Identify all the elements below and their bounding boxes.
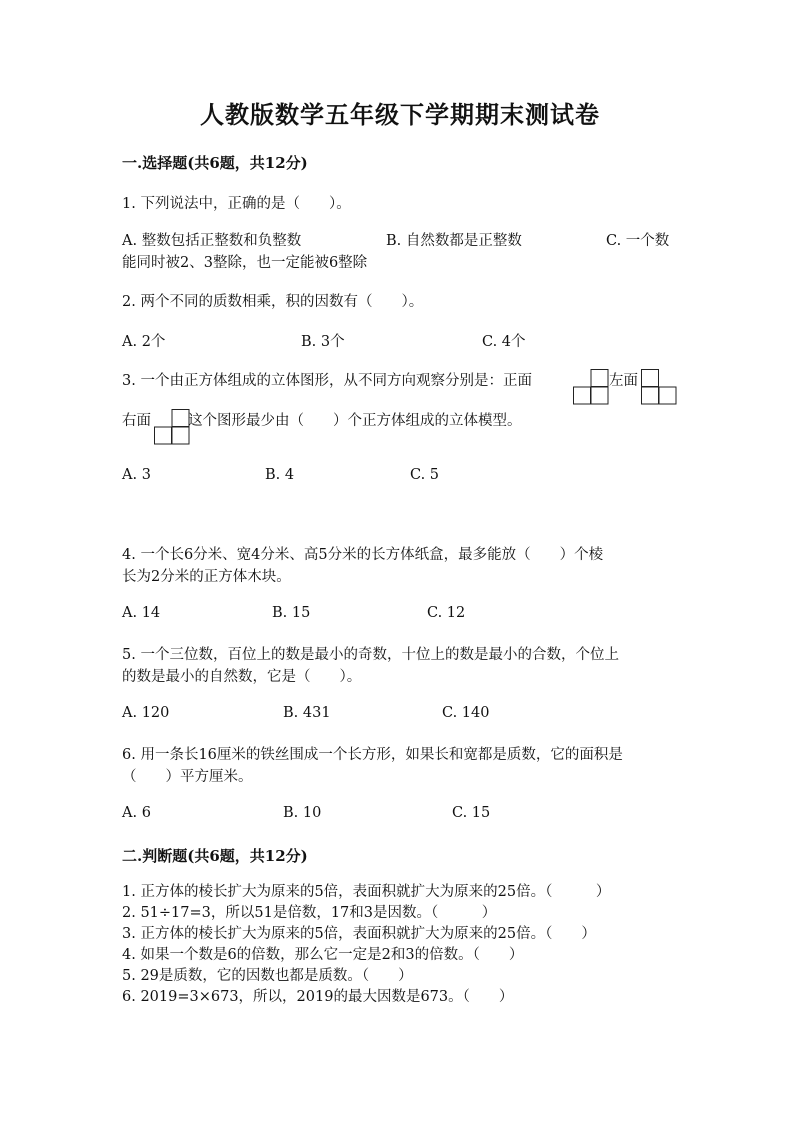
question-6-option-b: B. 10	[283, 805, 322, 821]
page-title: 人教版数学五年级下学期期末测试卷	[200, 100, 600, 129]
question-6-option-c: C. 15	[452, 805, 491, 821]
question-2-option-b: B. 3个	[301, 334, 345, 350]
question-5-option-a: A. 120	[122, 705, 170, 721]
question-1-option-b: B. 自然数都是正整数	[386, 233, 522, 249]
question-6-option-a: A. 6	[122, 805, 151, 821]
question-1-stem: 1. 下列说法中，正确的是（ ）。	[122, 196, 351, 212]
question-5-stem-line2: 的数是最小的自然数，它是（ ）。	[122, 669, 362, 685]
question-3-stem-line2: 这个图形最少由（ ）个正方体组成的立体模型。	[188, 413, 522, 429]
question-6-stem-line2: （ ）平方厘米。	[122, 769, 253, 785]
question-4-stem-line1: 4. 一个长6分米、宽4分米、高5分米的长方体纸盒，最多能放（ ）个棱	[122, 547, 604, 563]
judgement-item-3: 3. 正方体的棱长扩大为原来的5倍，表面积就扩大为原来的25倍。（ ）	[122, 926, 596, 942]
question-3-option-c: C. 5	[410, 467, 440, 483]
judgement-item-5: 5. 29是质数，它的因数也都是质数。（ ）	[122, 968, 413, 984]
question-4-option-c: C. 12	[427, 605, 466, 621]
question-4-stem-line2: 长为2分米的正方体木块。	[122, 569, 291, 585]
question-2-option-a: A. 2个	[122, 334, 166, 350]
question-4-option-b: B. 15	[272, 605, 311, 621]
judgement-item-6: 6. 2019=3×673，所以，2019的最大因数是673。（ ）	[122, 989, 514, 1005]
question-5-option-c: C. 140	[442, 705, 490, 721]
question-3-option-a: A. 3	[122, 467, 151, 483]
front-view-figure	[573, 369, 609, 405]
question-6-stem-line1: 6. 用一条长16厘米的铁丝围成一个长方形，如果长和宽都是质数，它的面积是	[122, 747, 623, 763]
question-1-option-c: C. 一个数	[606, 233, 670, 249]
question-1-option-c-continued: 能同时被2、3整除，也一定能被6整除	[122, 255, 368, 271]
left-view-figure	[641, 369, 677, 405]
judgement-item-1: 1. 正方体的棱长扩大为原来的5倍，表面积就扩大为原来的25倍。（ ）	[122, 884, 611, 900]
question-3-option-b: B. 4	[265, 467, 295, 483]
question-3-left-label: 左面	[609, 373, 638, 389]
question-5-stem-line1: 5. 一个三位数，百位上的数是最小的奇数，十位上的数是最小的合数，个位上	[122, 647, 619, 663]
right-view-figure	[154, 409, 190, 445]
section-heading-judgement: 二.判断题(共6题，共12分)	[122, 847, 308, 865]
question-2-option-c: C. 4个	[482, 334, 526, 350]
section-heading-choice: 一.选择题(共6题，共12分)	[122, 154, 308, 172]
question-3-right-label: 右面	[122, 413, 151, 429]
judgement-item-4: 4. 如果一个数是6的倍数，那么它一定是2和3的倍数。（ ）	[122, 947, 524, 963]
question-2-stem: 2. 两个不同的质数相乘，积的因数有（ ）。	[122, 294, 424, 310]
question-1-option-a: A. 整数包括正整数和负整数	[122, 233, 302, 249]
judgement-item-2: 2. 51÷17=3，所以51是倍数，17和3是因数。（ ）	[122, 905, 497, 921]
question-4-option-a: A. 14	[122, 605, 161, 621]
question-3-stem-line1: 3. 一个由正方体组成的立体图形，从不同方向观察分别是：正面	[122, 373, 532, 389]
question-5-option-b: B. 431	[283, 705, 331, 721]
